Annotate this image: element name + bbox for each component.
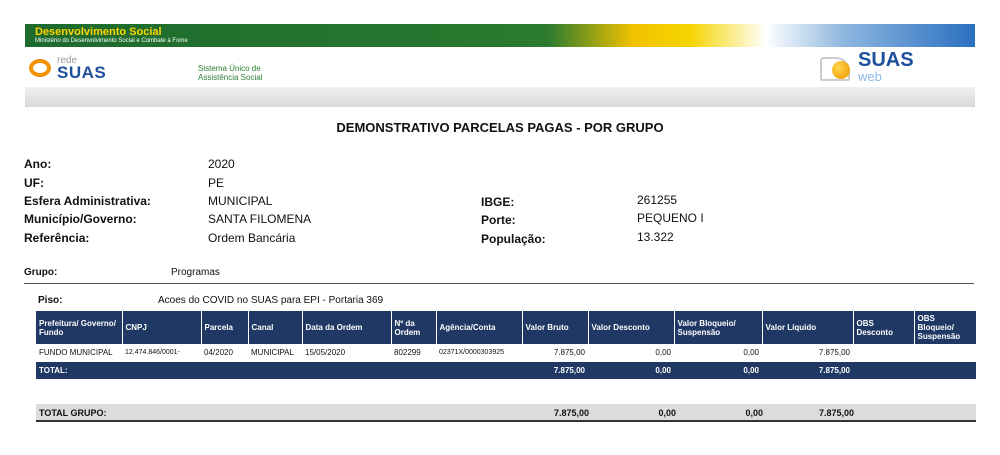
- table-header-row: [36, 311, 976, 344]
- rede-suas-logo: [29, 53, 119, 83]
- cell-prefeitura: FUNDO MUNICIPAL: [39, 347, 113, 357]
- total-valor-liquido: 7.875,00: [762, 362, 853, 379]
- total-grupo-liquido: 7.875,00: [818, 408, 854, 418]
- col-header-data-ordem: Data da Ordem: [302, 311, 391, 344]
- col-header-obs-desconto: OBS Desconto: [853, 311, 914, 344]
- info-value-populacao: 13.322: [637, 230, 674, 244]
- cell-obs-desconto: [853, 344, 914, 360]
- piso-value: Acoes do COVID no SUAS para EPI - Portaria 369: [158, 295, 384, 306]
- total-grupo-desconto: 0,00: [658, 408, 676, 418]
- total-grupo-bruto: 7.875,00: [553, 408, 589, 418]
- ball-icon: [832, 61, 850, 79]
- total-valor-bloqueio: 0,00: [674, 362, 762, 379]
- grupo-value: Programas: [171, 267, 220, 278]
- info-value-ibge: 261255: [637, 193, 678, 207]
- info-label-municipio: Município/Governo:: [24, 212, 137, 226]
- cell-parcela: 04/2020: [204, 347, 233, 357]
- col-header-cnpj: CNPJ: [122, 311, 201, 344]
- info-value-municipio: SANTA FILOMENA: [208, 212, 312, 226]
- cell-valor-liquido: 7.875,00: [818, 347, 850, 357]
- total-obs-desconto: [853, 362, 914, 379]
- total-grupo-row: [36, 404, 976, 422]
- info-label-uf: UF:: [24, 176, 44, 190]
- sistema-label: [198, 64, 262, 82]
- total-grupo-bloqueio: 0,00: [745, 408, 763, 418]
- piso-label: Piso:: [38, 295, 63, 306]
- logo-row: [25, 47, 975, 87]
- col-header-valor-liquido: Valor Líquido: [762, 311, 853, 344]
- cell-data-ordem: 15/05/2020: [305, 347, 346, 357]
- cell-numero-ordem: 802299: [394, 347, 421, 357]
- col-header-prefeitura: Prefeitura/ Governo/ Fundo: [36, 311, 122, 344]
- col-header-valor-bruto: Valor Bruto: [522, 311, 588, 344]
- cell-canal: MUNICIPAL: [251, 347, 294, 357]
- sistema-line-2: Assistência Social: [198, 73, 263, 82]
- suas-web-logo: [820, 49, 950, 85]
- total-label: TOTAL:: [36, 362, 522, 379]
- cell-cnpj: 12.474.846/0001-: [125, 348, 180, 356]
- info-value-uf: PE: [208, 176, 225, 190]
- col-header-obs-bloqueio: OBS Bloqueio/ Suspensão: [914, 311, 976, 344]
- header-grey-bar: [25, 87, 975, 107]
- cell-valor-bruto: 7.875,00: [553, 347, 585, 357]
- rede-big-text: SUAS: [57, 63, 107, 82]
- org-name: Desenvolvimento Social: [35, 26, 162, 38]
- sistema-line-1: Sistema Único de: [198, 64, 261, 73]
- top-banner: [25, 24, 975, 47]
- suasweb-small-text: web: [858, 69, 882, 84]
- cell-obs-bloqueio: [914, 344, 976, 360]
- col-header-canal: Canal: [248, 311, 302, 344]
- info-value-esfera: MUNICIPAL: [208, 194, 273, 208]
- info-label-referencia: Referência:: [24, 231, 90, 245]
- suasweb-big-text: SUAS: [858, 49, 914, 71]
- cell-valor-desconto: 0,00: [655, 347, 671, 357]
- col-header-numero-ordem: Nº da Ordem: [391, 311, 436, 344]
- grupo-label: Grupo:: [24, 267, 58, 278]
- table-row: [36, 344, 976, 360]
- parcelas-table: [36, 311, 977, 379]
- info-label-esfera: Esfera Administrativa:: [24, 194, 151, 208]
- page-title: DEMONSTRATIVO PARCELAS PAGAS - POR GRUPO: [336, 120, 664, 135]
- rede-small-text: rede: [57, 55, 78, 66]
- col-header-valor-bloqueio: Valor Bloqueio/ Suspensão: [674, 311, 762, 344]
- grupo-divider: [24, 283, 974, 284]
- info-label-ibge: IBGE:: [481, 195, 515, 209]
- total-valor-desconto: 0,00: [588, 362, 674, 379]
- info-label-ano: Ano:: [24, 157, 52, 171]
- info-value-referencia: Ordem Bancária: [208, 231, 296, 245]
- rede-ring-icon: [29, 59, 51, 77]
- info-label-populacao: População:: [481, 232, 546, 246]
- info-value-porte: PEQUENO I: [637, 211, 704, 225]
- cell-agencia-conta: 02371X/0000303925: [439, 348, 505, 356]
- col-header-agencia-conta: Agência/Conta: [436, 311, 522, 344]
- table-total-row: [36, 362, 976, 379]
- info-label-porte: Porte:: [481, 213, 516, 227]
- ministry-name: Ministério do Desenvolvimento Social e Combate à Fome: [35, 38, 188, 44]
- total-obs-bloqueio: [914, 362, 976, 379]
- col-header-valor-desconto: Valor Desconto: [588, 311, 674, 344]
- cell-valor-bloqueio: 0,00: [743, 347, 759, 357]
- col-header-parcela: Parcela: [201, 311, 248, 344]
- info-value-ano: 2020: [208, 157, 235, 171]
- total-grupo-label: TOTAL GRUPO:: [39, 408, 107, 418]
- total-valor-bruto: 7.875,00: [522, 362, 588, 379]
